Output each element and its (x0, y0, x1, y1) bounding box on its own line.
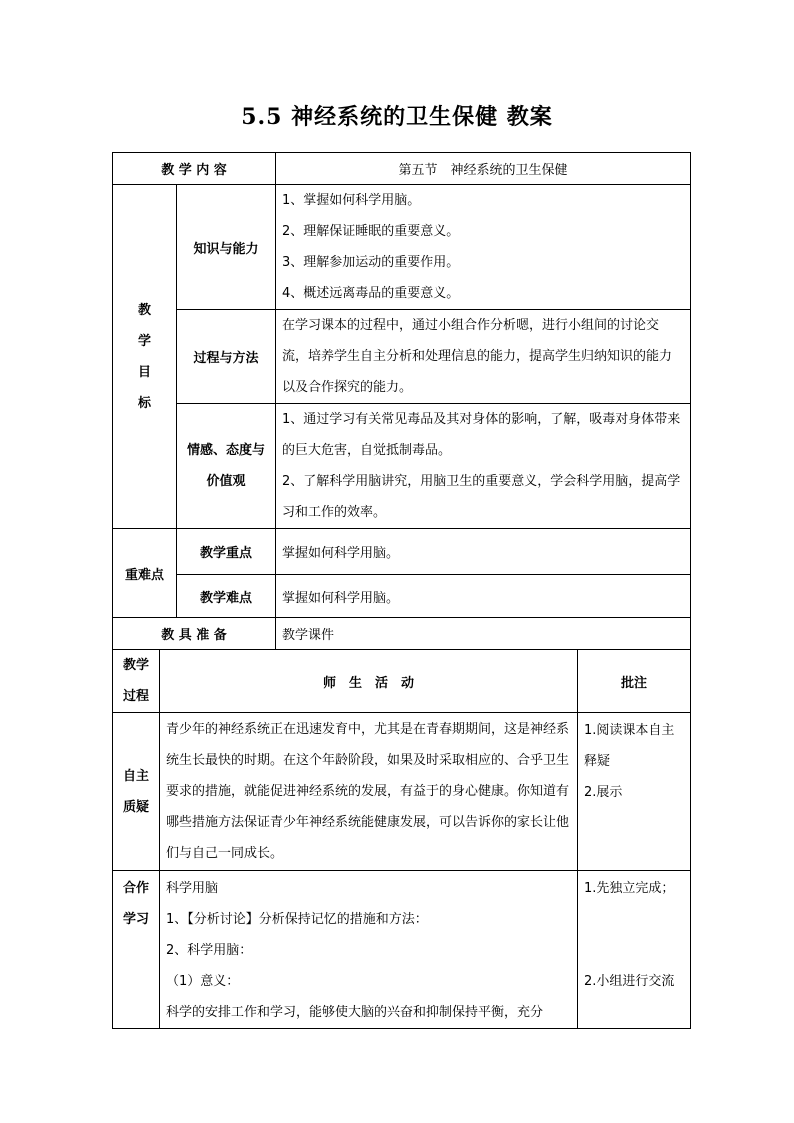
cooperate-label: 合作 学习 (113, 871, 160, 1029)
process-col-label: 教学 过程 (113, 650, 160, 713)
lesson-plan-table (112, 152, 691, 650)
activity-col-label: 师 生 活 动 (160, 650, 578, 713)
difficulty-value: 掌握如何科学用脑。 (276, 575, 691, 618)
content-value: 第五节 神经系统的卫生保健 (276, 153, 691, 185)
objectives-label: 教 学 目 标 (113, 185, 177, 529)
knowledge-items: 1、掌握如何科学用脑。 2、理解保证睡眠的重要意义。 3、理解参加运动的重要作用。 4、概述远离毒品的重要意义。 (276, 185, 691, 310)
notes-col-label: 批注 (578, 650, 691, 713)
focus-label: 教学重点 (177, 529, 276, 575)
self-study-text: 青少年的神经系统正在迅速发育中，尤其是在青春期期间，这是神经系统生长最快的时期。在这个年龄阶段，如果及时采取相应的、合乎卫生要求的措施，就能促进神经系统的发展，有益于的身心健康。你知道有哪些措施方法保证青少年神经系统能健康发展，可以告诉你的家长让他们与自己一同成长。 (160, 713, 578, 871)
self-study-label: 自主 质疑 (113, 713, 160, 871)
cooperate-lines: 科学用脑 1、【分析讨论】分析保持记忆的措施和方法： 2、科学用脑： （1）意义： 科学的安排工作和学习，能够使大脑的兴奋和抑制保持平衡，充分 (160, 871, 578, 1029)
focus-value: 掌握如何科学用脑。 (276, 529, 691, 575)
process-text: 在学习课本的过程中，通过小组合作分析嗯，进行小组间的讨论交流，培养学生自主分析和处理信息的能力，提高学生归纳知识的能力以及合作探究的能力。 (276, 310, 691, 404)
self-study-notes: 1.阅读课本自主 释疑 2.展示 (578, 713, 691, 871)
emotion-items: 1、通过学习有关常见毒品及其对身体的影响，了解，吸毒对身体带来的巨大危害，自觉抵制毒品。 2、了解科学用脑讲究，用脑卫生的重要意义，学会科学用脑，提高学习和工作的效率。 (276, 404, 691, 529)
knowledge-label: 知识与能力 (177, 185, 276, 310)
difficulty-label: 教学难点 (177, 575, 276, 618)
cooperate-notes: 1.先独立完成； 2.小组进行交流 (578, 871, 691, 1029)
teaching-process-table (112, 649, 691, 1029)
tools-value: 教学课件 (276, 618, 691, 650)
process-label: 过程与方法 (177, 310, 276, 404)
key-points-label: 重难点 (113, 529, 177, 618)
emotion-label: 情感、态度与 价值观 (177, 404, 276, 529)
content-label: 教 学 内 容 (113, 153, 276, 185)
page-title: 5.5 神经系统的卫生保健 教案 (241, 104, 553, 130)
tools-label: 教 具 准 备 (113, 618, 276, 650)
